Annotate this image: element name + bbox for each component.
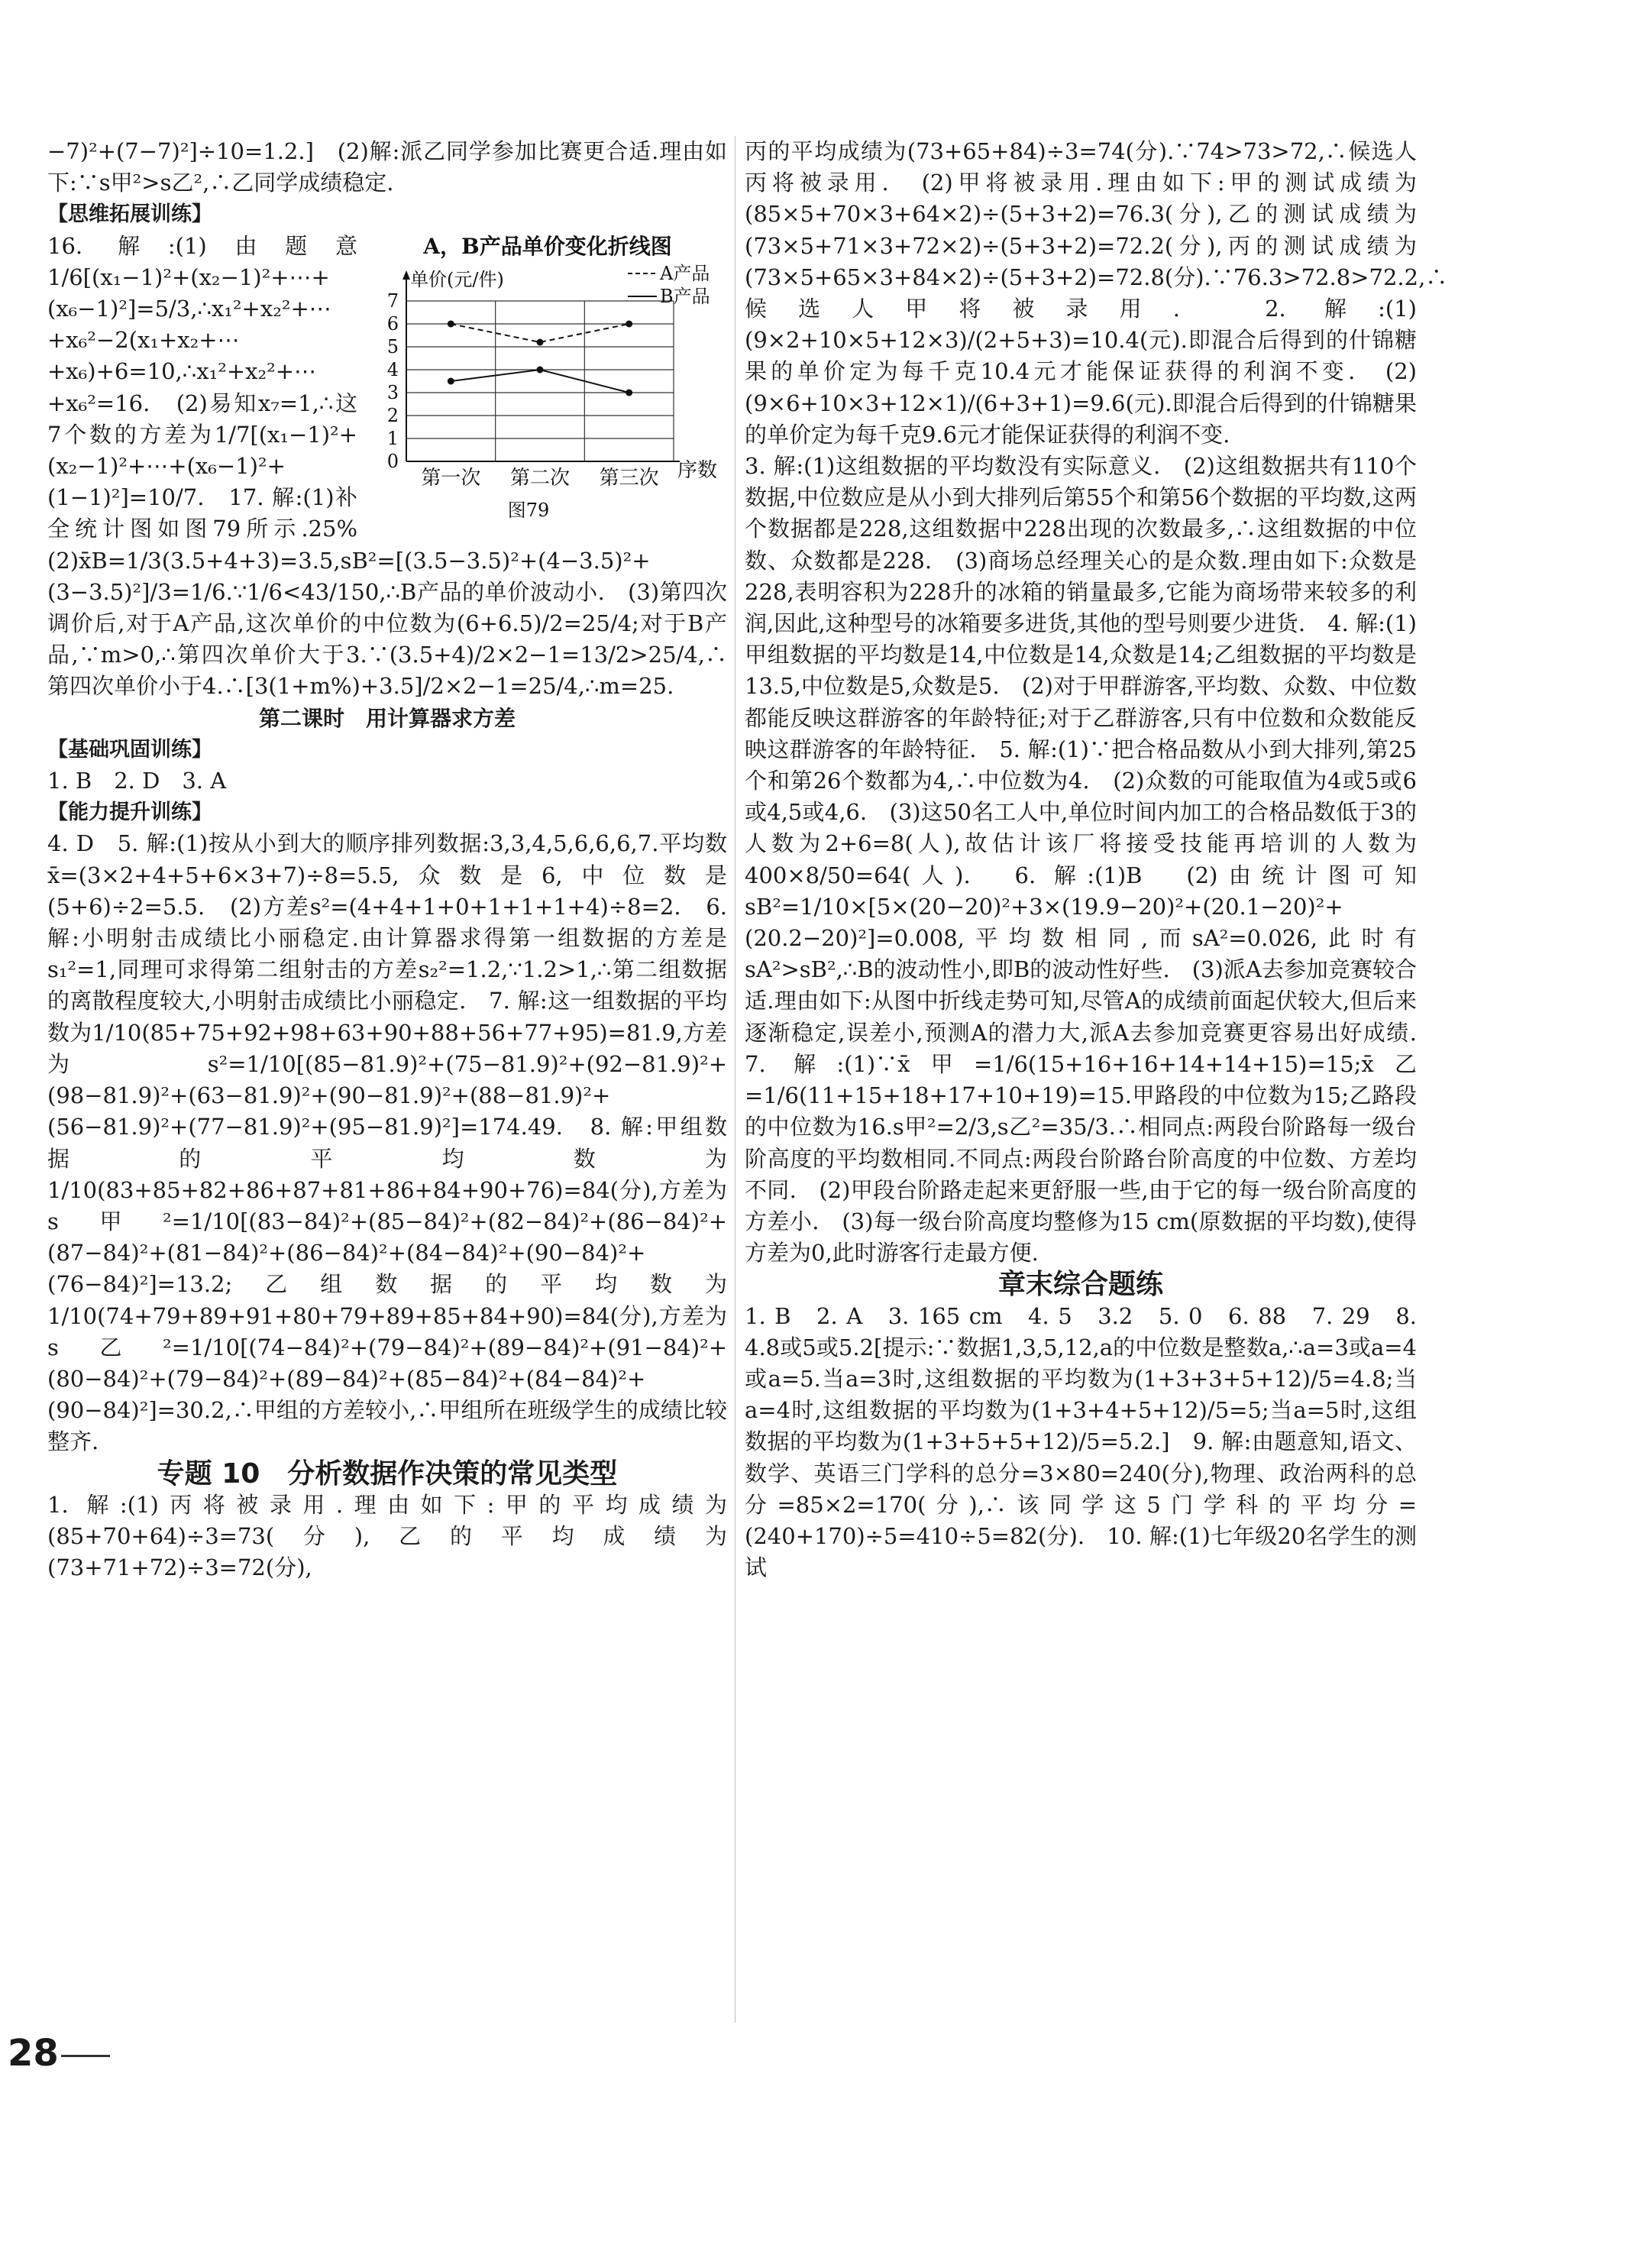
legend-label: B产品 (660, 285, 710, 307)
chart-legend (628, 263, 710, 307)
right-column (745, 136, 1448, 1583)
y-tick-label: 5 (386, 335, 399, 357)
lesson-heading: 第二课时 用计算器求方差 (258, 705, 516, 731)
y-tick-label: 6 (386, 312, 399, 335)
chart-series (448, 320, 632, 396)
data-point (448, 377, 454, 384)
y-tick-label: 3 (386, 381, 399, 403)
paragraph: 1. 解:(1)丙将被录用.理由如下:甲的平均成绩为(85+70+64)÷3=73(分),乙的平均成绩为(73+71+72)÷3=72(分), (47, 1491, 727, 1581)
data-point (626, 320, 632, 327)
paragraph: 丙的平均成绩为(73+65+84)÷3=74(分).∵74>73>72,∴候选人丙将被录用. (2)甲将被录用.理由如下:甲的测试成绩为(85×5+70×3+64×2)÷(5+3+2)=76.3(分),乙的测试成绩为(73×5+71×3+72×2)÷(5+3+2)=72.2(分),丙的测试成绩为(73×5+65×3+84×2)÷(5+3+2)=72.8(分).∵76.3>72.8>72.2,∴候选人甲将被录用. 2. 解:(1)(9×2+10×5+12×3)/(2+5+3)=10.4(元).即混合后得到的什锦糖果的单价定为每千克10.4元才能保证获得的利润不变. (2)(9×6+10×3+12×1)/(6+3+1)=9.6(元).即混合后得到的什锦糖果的单价定为每千克9.6元才能保证获得的利润不变. (745, 138, 1448, 448)
page-number-rule (61, 2055, 110, 2057)
chart-axes (402, 270, 680, 461)
paragraph: 3. 解:(1)这组数据的平均数没有实际意义. (2)这组数据共有110个数据,中位数应是从小到大排列后第55个和第56个数据的平均数,这两个数据都是228,这组数据中228出现的次数最多,∴这组数据的中位数、众数都是228. (3)商场总经理关心的是众数.理由如下:众数是228,表明容积为228升的冰箱的销量最多,它能为商场带来较多的利润,因此,这种型号的冰箱要多进货,其他的型号则要少进货. 4. 解:(1)甲组数据的平均数是14,中位数是14,众数是14;乙组数据的平均数是13.5,中位数是5,众数是5. (2)对于甲群游客,平均数、众数、中位数都能反映这群游客的年龄特征;对于乙群游客,只有中位数和众数能反映这群游客的年龄特征. 5. 解:(1)∵把合格品数从小到大排列,第25个和第26个数都为4,∴中位数为4. (2)众数的可能取值为4或5或6或4,5或4,6. (3)这50名工人中,单位时间内加工的合格品数低于3的人数为2+6=8(人),故估计该厂将接受技能再培训的人数为400×8/50=64(人). 6. 解:(1)B (2)由统计图可知sB²=1/10×[5×(20−20)²+3×(19.9−20)²+(20.1−20)²+(20.2−20)²]=0.008,平均数相同,而sA²=0.026,此时有sA²>sB²,∴B的波动性小,即B的波动性好些. (3)派A去参加竞赛较合适.理由如下:从图中折线走势可知,尽管A的成绩前面起伏较大,但后来逐渐稳定,误差小,预测A的潜力大,派A去参加竞赛更容易出好成绩. 7. 解:(1)∵x̄甲=1/6(15+16+16+14+14+15)=15;x̄乙=1/6(11+15+18+17+10+19)=15.甲路段的中位数为15;乙路段的中位数为16.s甲²=2/3,s乙²=35/3.∴相同点:两段台阶路每一级台阶高度的平均数相同.不同点:两段台阶路台阶高度的中位数、方差均不同. (2)甲段台阶路走起来更舒服一些,由于它的每一级台阶高度的方差小. (3)每一级台阶高度均整修为15 cm(原数据的平均数),使得方差为0,此时游客行走最方便. (745, 453, 1440, 1266)
paragraph: −7)²+(7−7)²]÷10=1.2.] (2)解:派乙同学参加比赛更合适.理由如下:∵s甲²>s乙²,∴乙同学成绩稳定. (47, 138, 727, 196)
line-chart (368, 232, 727, 530)
data-point (537, 338, 544, 345)
y-axis-arrow (402, 270, 410, 280)
chart-ylabel: 单价(元/件) (410, 268, 504, 290)
paragraph: 1. B 2. A 3. 165 cm 4. 5 3.2 5. 0 6. 88 7. 29 8. 4.8或5或5.2[提示:∵数据1,3,5,12,a的中位数是整数a,∴a=3或a=4或a=5.当a=3时,这组数据的平均数为(1+3+3+5+12)/5=4.8;当a=4时,这组数据的平均数为(1+3+4+5+12)/5=5;当a=5时,这组数据的平均数为(1+3+5+5+12)/5=5.2.] 9. 解:由题意知,语文、数学、英语三门学科的总分=3×80=240(分),物理、政治两科的总分=85×2=170(分),∴该同学这5门学科的平均分=(240+170)÷5=410÷5=82(分). 10. 解:(1)七年级20名学生的测试 (745, 1302, 1417, 1581)
section-heading: 【基础巩固训练】 (47, 737, 212, 762)
chart-title: A，B产品单价变化折线图 (423, 233, 672, 259)
y-tick-label: 2 (386, 404, 399, 426)
y-tick-label: 7 (386, 290, 399, 312)
legend-label: A产品 (660, 262, 710, 284)
data-point (626, 389, 632, 396)
data-point (448, 320, 454, 327)
chart-caption: 图79 (507, 499, 550, 521)
chart-y-tick-labels (387, 290, 399, 472)
topic-heading: 专题 10 分析数据作决策的常见类型 (157, 1457, 618, 1490)
x-tick-label: 第一次 (421, 466, 481, 490)
paragraph: 4. D 5. 解:(1)按从小到大的顺序排列数据:3,3,4,5,6,6,6,7.平均数x̄=(3×2+4+5+6×3+7)÷8=5.5,众数是6,中位数是(5+6)÷2=5.5. (2)方差s²=(4+4+1+0+1+1+1+4)÷8=2. 6. 解:小明射击成绩比小丽稳定.由计算器求得第一组数据的方差是s₁²=1,同理可求得第二组射击的方差s₂²=1.2,∵1.2>1,∴第二组数据的离散程度较大,小明射击成绩比小丽稳定. 7. 解:这一组数据的平均数为1/10(85+75+92+98+63+90+88+56+77+95)=81.9,方差为s²=1/10[(85−81.9)²+(75−81.9)²+(92−81.9)²+(98−81.9)²+(63−81.9)²+(90−81.9)²+(88−81.9)²+(56−81.9)²+(77−81.9)²+(95−81.9)²]=174.49. 8. 解:甲组数据的平均数为1/10(83+85+82+86+87+81+86+84+90+76)=84(分),方差为s甲²=1/10[(83−84)²+(85−84)²+(82−84)²+(86−84)²+(87−84)²+(81−84)²+(86−84)²+(84−84)²+(90−84)²+(76−84)²]=13.2;乙组数据的平均数为1/10(74+79+89+91+80+79+89+85+84+90)=84(分),方差为s乙²=1/10[(74−84)²+(79−84)²+(89−84)²+(91−84)²+(80−84)²+(79−84)²+(89−84)²+(85−84)²+(84−84)²+(90−84)²]=30.2,∴甲组的方差较小,∴甲组所在班级学生的成绩比较整齐. (47, 830, 727, 1455)
chapter-heading: 章末综合题练 (997, 1269, 1163, 1301)
y-tick-label: 1 (386, 427, 399, 449)
x-tick-label: 第二次 (509, 466, 571, 490)
y-tick-label: 4 (386, 358, 399, 380)
left-column (47, 136, 727, 1583)
chart-xlabel: 序数 (677, 458, 718, 482)
page-number: 28 (8, 2032, 59, 2075)
paragraph: 1. B 2. D 3. A (47, 768, 227, 794)
x-tick-label: 第三次 (599, 466, 659, 490)
section-heading: 【思维拓展训练】 (47, 202, 212, 227)
section-heading: 【能力提升训练】 (47, 801, 212, 825)
data-point (537, 366, 544, 373)
chart-figure (368, 232, 727, 530)
paragraph: 16. 解:(1)由题意1/6[(x₁−1)²+(x₂−1)²+⋯+(x₆−1)²]=5/3,∴x₁²+x₂²+⋯+x₆²−2(x₁+x₂+⋯+x₆)+6=10,∴x₁²+x₂²+⋯+x₆²=16. (2)易知x₇=1,∴这7个数的方差为1/7[(x₁−1)²+(x₂−1)²+⋯+(x₆−1)²+(1−1)²]=10/7. 17. 解:(1)补全统计图如图79所示.25% (2)x̄B=1/3(3.5+4+3)=3.5,sB²=[(3.5−3.5)²+(4−3.5)²+(3−3.5)²]/3=1/6.∵1/6<43/150,∴B产品的单价波动小. (3)第四次调价后,对于A产品,这次单价的中位数为(6+6.5)/2=25/4;对于B产品,∵m>0,∴第四次单价大于3.∵(3.5+4)/2×2−1=13/2>25/4,∴第四次单价小于4.∴[3(1+m%)+3.5]/2×2−1=25/4,∴m=25. (47, 232, 727, 700)
y-tick-label: 0 (386, 450, 399, 472)
chart-x-tick-labels (421, 467, 658, 490)
chart-grid (406, 301, 674, 461)
